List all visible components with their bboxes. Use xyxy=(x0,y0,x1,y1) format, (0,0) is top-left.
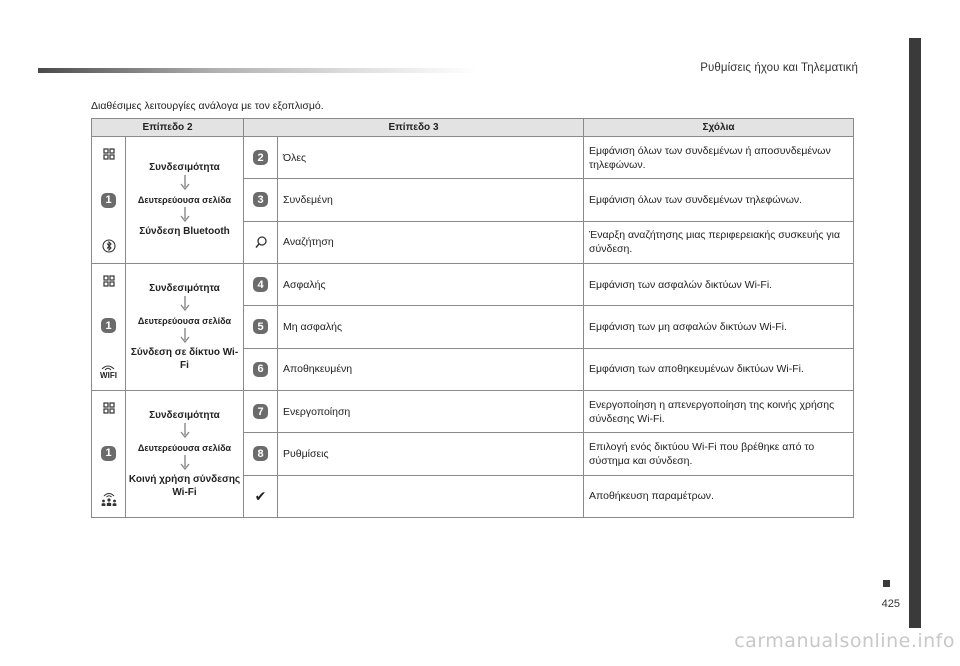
level2-title: Συνδεσιμότητα xyxy=(149,162,220,173)
functions-table xyxy=(91,118,854,518)
comment-cell: Εμφάνιση των ασφαλών δικτύων Wi-Fi. xyxy=(584,264,854,306)
comment-cell: Έναρξη αναζήτησης μιας περιφερειακής συσκευής για σύνδεση. xyxy=(584,221,854,263)
arrow-down-icon xyxy=(179,207,191,223)
icon-cell xyxy=(92,391,126,518)
num-cell xyxy=(244,264,278,306)
comment-cell: Επιλογή ενός δικτύου Wi-Fi που βρέθηκε από το σύστημα και σύνδεση. xyxy=(584,433,854,475)
level2-subtitle: Δευτερεύουσα σελίδα xyxy=(137,442,232,453)
level2-cell xyxy=(126,137,244,264)
num-cell xyxy=(244,391,278,433)
step-badge: 1 xyxy=(101,193,116,208)
num-cell xyxy=(244,179,278,221)
wifi-sharing-icon xyxy=(100,491,118,507)
level3-cell: Ενεργοποίηση xyxy=(278,391,584,433)
level3-cell: Όλες xyxy=(278,137,584,179)
level3-cell: Αποθηκευμένη xyxy=(278,348,584,390)
step-badge: 1 xyxy=(101,318,116,333)
level2-cell xyxy=(126,264,244,391)
watermark: carmanualsonline.info xyxy=(734,630,955,652)
arrow-down-icon xyxy=(179,455,191,471)
level3-cell: Ασφαλής xyxy=(278,264,584,306)
header-comments: Σχόλια xyxy=(584,119,854,137)
num-cell xyxy=(244,475,278,517)
header-level-2: Επίπεδο 2 xyxy=(92,119,244,137)
comment-cell: Εμφάνιση όλων των συνδεμένων τηλεφώνων. xyxy=(584,179,854,221)
level2-cell xyxy=(126,391,244,518)
step-badge: 5 xyxy=(253,319,268,334)
comment-cell: Αποθήκευση παραμέτρων. xyxy=(584,475,854,517)
num-cell xyxy=(244,348,278,390)
step-badge: 2 xyxy=(253,150,268,165)
wifi-waves-icon xyxy=(100,363,116,371)
level2-title: Συνδεσιμότητα xyxy=(149,409,220,421)
arrow-down-icon xyxy=(179,423,191,439)
comment-cell: Εμφάνιση των αποθηκευμένων δικτύων Wi-Fi. xyxy=(584,348,854,390)
page-marker xyxy=(883,580,890,587)
num-cell xyxy=(244,306,278,348)
level2-title: Συνδεσιμότητα xyxy=(149,282,220,294)
num-cell xyxy=(244,221,278,263)
level2-subtitle: Δευτερεύουσα σελίδα xyxy=(137,315,232,326)
level2-item: Κοινή χρήση σύνδεσης Wi-Fi xyxy=(128,473,241,498)
level2-item: Σύνδεση Bluetooth xyxy=(139,226,230,237)
header-gradient-bar xyxy=(38,68,478,73)
home-grid-icon xyxy=(102,401,116,415)
level3-cell: Μη ασφαλής xyxy=(278,306,584,348)
level3-cell: Αναζήτηση xyxy=(278,221,584,263)
intro-text: Διαθέσιμες λειτουργίες ανάλογα με τον εξοπλισμό. xyxy=(91,100,324,112)
wifi-icon xyxy=(100,363,117,380)
num-cell xyxy=(244,433,278,475)
level3-cell: Συνδεμένη xyxy=(278,179,584,221)
step-badge: 3 xyxy=(253,192,268,207)
comment-cell: Εμφάνιση όλων των συνδεμένων ή αποσυνδεμένων τηλεφώνων. xyxy=(584,137,854,179)
check-icon: ✔ xyxy=(254,487,267,504)
arrow-down-icon xyxy=(179,175,191,191)
home-grid-icon xyxy=(102,147,116,161)
icon-cell xyxy=(92,137,126,264)
arrow-down-icon xyxy=(179,296,191,312)
comment-cell: Ενεργοποίηση η απενεργοποίηση της κοινής χρήσης σύνδεσης Wi-Fi. xyxy=(584,391,854,433)
side-edge-bar xyxy=(909,38,921,628)
bluetooth-icon xyxy=(102,239,116,253)
level3-cell xyxy=(278,475,584,517)
header-level-3: Επίπεδο 3 xyxy=(244,119,584,137)
level2-item: Σύνδεση σε δίκτυο Wi-Fi xyxy=(130,346,239,371)
comment-cell: Εμφάνιση των μη ασφαλών δικτύων Wi-Fi. xyxy=(584,306,854,348)
step-badge: 8 xyxy=(253,446,268,461)
arrow-down-icon xyxy=(179,328,191,344)
page-number: 425 xyxy=(881,598,900,610)
level3-cell: Ρυθμίσεις xyxy=(278,433,584,475)
step-badge: 7 xyxy=(253,404,268,419)
home-grid-icon xyxy=(102,274,116,288)
page-header-title: Ρυθμίσεις ήχου και Τηλεματική xyxy=(700,62,858,74)
step-badge: 4 xyxy=(253,277,268,292)
num-cell xyxy=(244,137,278,179)
step-badge: 6 xyxy=(253,362,268,377)
search-icon xyxy=(254,235,268,249)
level2-subtitle: Δευτερεύουσα σελίδα xyxy=(137,195,232,205)
step-badge: 1 xyxy=(101,446,116,461)
wifi-label: WIFI xyxy=(100,371,117,380)
icon-cell xyxy=(92,264,126,391)
